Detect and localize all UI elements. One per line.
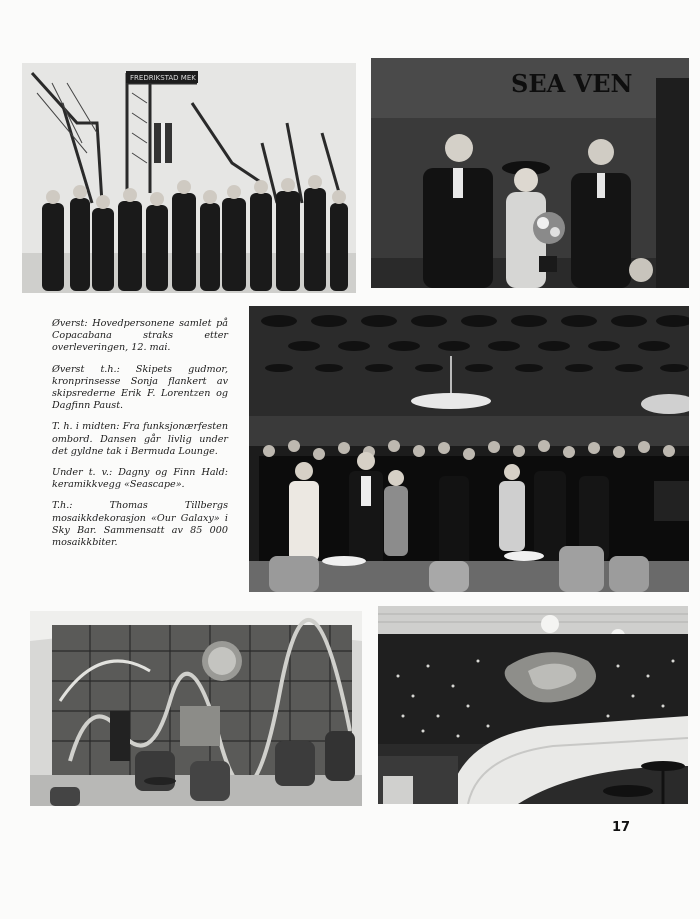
caption-bottom-right: T.h.: Thomas Tillbergs mosaikkdekorasjon «Our Galaxy» i Sky Bar. Sammensatt av 85 000 mosaikkbiter. bbox=[52, 500, 228, 549]
shipyard-sign-text: FREDRIKSTAD MEK bbox=[130, 74, 196, 82]
photo-bermuda-lounge-dance bbox=[249, 306, 689, 592]
caption-middle-right: T. h. i midten: Fra funksjonærfesten ombord. Dansen går livlig under det gyldne tak i Bermuda Lounge. bbox=[52, 421, 228, 457]
photo-shipyard-group bbox=[22, 63, 356, 293]
caption-top-left: Øverst: Hovedpersonene samlet på Copacabana straks etter overleveringen, 12. mai. bbox=[52, 318, 228, 354]
photo-mosaic-our-galaxy bbox=[378, 606, 688, 804]
photo-ship-godmother bbox=[371, 58, 689, 288]
caption-block bbox=[52, 318, 228, 558]
caption-top-right: Øverst t.h.: Skipets gudmor, kronprinsesse Sonja flankert av skipsrederne Erik F. Lorentzen og Dagfinn Paust. bbox=[52, 363, 228, 412]
photo-ceramic-wall-seascape bbox=[30, 611, 362, 806]
ship-name-text: SEA VEN bbox=[511, 69, 633, 98]
caption-bottom-left: Under t. v.: Dagny og Finn Hald: keramikkvegg «Seascape». bbox=[52, 467, 228, 491]
page-number: 17 bbox=[612, 820, 631, 835]
